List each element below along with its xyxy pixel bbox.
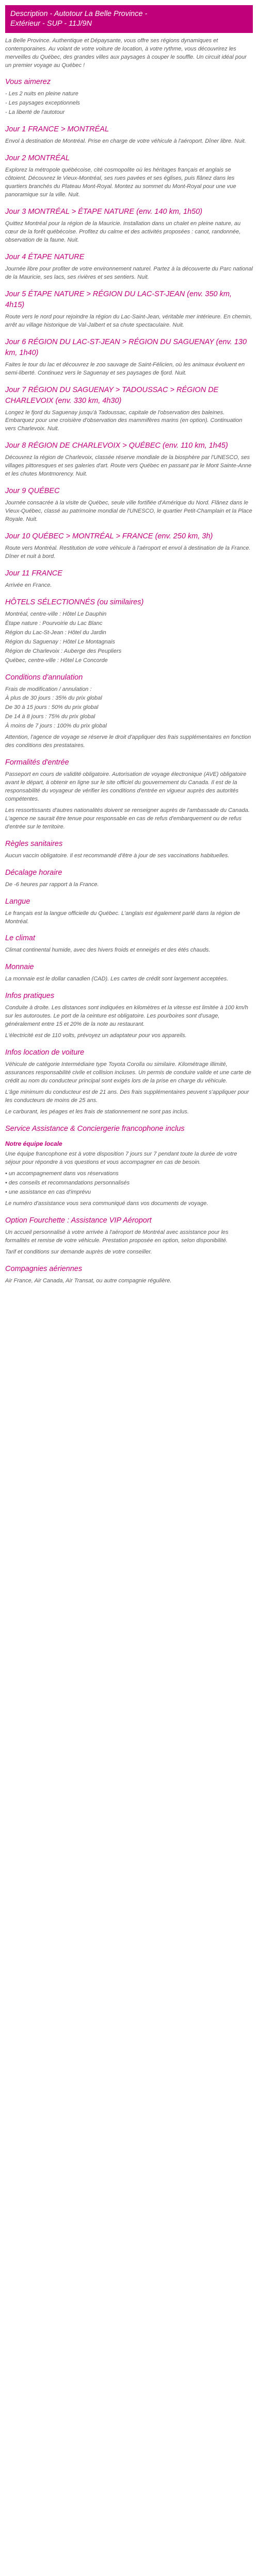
service-item: • un accompagnement dans vos réservations [5, 1171, 119, 1177]
day-title: Jour 8 RÉGION DE CHARLEVOIX > QUÉBEC (env. 110 km, 1h45) [5, 442, 228, 450]
condition-item: À moins de 7 jours : 100% du prix global [5, 723, 107, 730]
hotel-item: Montréal, centre-ville : Hôtel Le Dauphin [5, 611, 107, 617]
list-item: - Les 2 nuits en pleine nature [5, 91, 78, 97]
condition-item: Frais de modification / annulation : [5, 686, 92, 692]
day-title: Jour 11 FRANCE [5, 569, 62, 578]
section-title-currency: Monnaie [5, 963, 34, 972]
day-title: Jour 4 ÉTAPE NATURE [5, 252, 85, 261]
day-text: Envol à destination de Montréal. Prise en charge de votre véhicule à l'aéroport. Dîner libre. Nuit. [5, 138, 246, 145]
intro-text: La Belle Province. Authentique et Dépaysante, vous offre ses régions dynamiques et contemporaines. Au volant de votre voiture de location, à votre rythme, vous découvrirez les merveilles du Québec, des grandes villes aux paysages à couper le souffle. Un circuit idéal pour un premier voyage au Québec ! [5, 37, 247, 69]
car-text-2: L'âge minimum du conducteur est de 21 ans. Des frais supplémentaires peuvent s'appliquer pour les conducteurs de moins de 25 ans. [5, 1089, 249, 1104]
service-item: • des conseils et recommandations personnalisés [5, 1179, 130, 1186]
banner-line-1: Description - Autotour La Belle Province - [10, 10, 148, 18]
condition-item: De 30 à 15 jours : 50% du prix global [5, 704, 99, 711]
condition-item: À plus de 30 jours : 35% du prix global [5, 695, 102, 702]
section-title-airlines: Compagnies aériennes [5, 1264, 83, 1273]
day-title: Jour 10 QUÉBEC > MONTRÉAL > FRANCE (env. 250 km, 3h) [5, 532, 213, 541]
section-title-language: Langue [5, 897, 30, 906]
section-title-vous-aimerez: Vous aimerez [5, 78, 51, 87]
language-text: Le français est la langue officielle du Québec. L'anglais est également parlé dans la région de Montréal. [5, 910, 240, 925]
day-section [5, 385, 253, 434]
vip-text: Un accueil personnalisé à votre arrivée à l'aéroport de Montréal avec assistance pour les formalités et remise de votre véhicule. Prestation proposée en option, selon disponibilité. [5, 1229, 229, 1244]
airlines-text: Air France, Air Canada, Air Transat, ou autre compagnie régulière. [5, 1277, 172, 1284]
car-text-3: Le carburant, les péages et les frais de stationnement ne sont pas inclus. [5, 1108, 189, 1115]
day-text: Route vers Montréal. Restitution de votre véhicule à l'aéroport et envol à destination de la France. Dîner et nuit à bord. [5, 545, 251, 560]
day-section [5, 337, 253, 378]
title-banner [5, 5, 253, 33]
day-text: Explorez la métropole québécoise, cité cosmopolite où les héritages français et anglais se côtoient. Découvrez le Vieux-Montréal, ses rues pavées et ses églises, puis flânez dans les quartiers branchés du Plateau Mont-Royal. Montez au sommet du Mont-Royal pour une vue panoramique sur la ville. Nuit. [5, 167, 236, 198]
section-title-conditions: Conditions d'annulation [5, 673, 83, 682]
list-item: - La liberté de l'autotour [5, 109, 65, 116]
practical-text: Conduite à droite. Les distances sont indiquées en kilomètres et la vitesse est limitée à 100 km/h sur les autoroutes. Le port de la ceinture est obligatoire. Les pourboires sont d'usage, généralement entre 15 et 20% de la note au restaurant. [5, 1005, 248, 1028]
day-text: Journée consacrée à la visite de Québec, seule ville fortifiée d'Amérique du Nord. Flânez dans le Vieux-Québec, classé au patrimoine mondial de l'UNESCO, le quartier Petit-Champlain et la Place Royale. Nuit. [5, 500, 252, 523]
hotel-item: Région de Charlevoix : Auberge des Peupliers [5, 648, 122, 654]
section-title-vip: Option Fourchette : Assistance VIP Aéroport [5, 1216, 152, 1225]
day-text: Découvrez la région de Charlevoix, classée réserve mondiale de la biosphère par l'UNESCO, ses villages pittoresques et ses galeries d'art. Route vers Québec en passant par le Mont Sainte-Anne et les chutes Montmorency. Nuit. [5, 454, 252, 478]
hotel-item: Québec, centre-ville : Hôtel Le Concorde [5, 657, 108, 664]
service-text: Une équipe francophone est à votre disposition 7 jours sur 7 pendant toute la durée de votre séjour pour répondre à vos questions et vous accompagner en cas de besoin. [5, 1151, 237, 1166]
day-section [5, 124, 253, 146]
conditions-note: Attention, l'agence de voyage se réserve le droit d'appliquer des frais supplémentaires en fonction des conditions des prestataires. [5, 734, 251, 749]
day-section [5, 289, 253, 330]
day-text: Longez le fjord du Saguenay jusqu'à Tadoussac, capitale de l'observation des baleines. Embarquez pour une croisière d'observation des mammifères marins (en option). Continuation vers Charlevoix. Nuit. [5, 409, 243, 432]
service-subtitle: Notre équipe locale [5, 1140, 62, 1147]
day-title: Jour 9 QUÉBEC [5, 487, 60, 496]
day-title: Jour 1 FRANCE > MONTRÉAL [5, 125, 109, 134]
section-title-practical: Infos pratiques [5, 992, 55, 1001]
climate-text: Climat continental humide, avec des hivers froids et enneigés et des étés chauds. [5, 947, 211, 954]
day-text: Route vers le nord pour rejoindre la région du Lac-Saint-Jean, véritable mer intérieure. En chemin, arrêt au village historique de Val-Jalbert et sa chute spectaculaire. Nuit. [5, 313, 252, 328]
timezone-text: De -6 heures par rapport à la France. [5, 881, 99, 888]
currency-text: La monnaie est le dollar canadien (CAD). Les cartes de crédit sont largement acceptées. [5, 976, 229, 982]
day-title: Jour 2 MONTRÉAL [5, 154, 70, 163]
section-title-sanitary: Règles sanitaires [5, 839, 63, 848]
service-text-2: Le numéro d'assistance vous sera communiqué dans vos documents de voyage. [5, 1200, 208, 1207]
list-item: - Les paysages exceptionnels [5, 100, 80, 107]
section-title-visa: Formalités d'entrée [5, 758, 69, 767]
day-title: Jour 6 RÉGION DU LAC-ST-JEAN > RÉGION DU SAGUENAY (env. 130 km, 1h40) [5, 337, 247, 357]
condition-item: De 14 à 8 jours : 75% du prix global [5, 714, 95, 720]
day-title: Jour 3 MONTRÉAL > ÉTAPE NATURE (env. 140 km, 1h50) [5, 207, 203, 216]
service-list [5, 1170, 253, 1197]
service-item: • une assistance en cas d'imprévu [5, 1189, 91, 1195]
hotel-item: Région du Lac-St-Jean : Hôtel du Jardin [5, 629, 106, 636]
vip-text-2: Tarif et conditions sur demande auprès de votre conseiller. [5, 1248, 152, 1255]
banner-line-2: Extérieur - SUP - 11J/9N [10, 19, 92, 28]
day-section [5, 252, 253, 282]
section-title-climate: Le climat [5, 934, 36, 943]
section-title-car: Infos location de voiture [5, 1048, 85, 1057]
day-title: Jour 5 ÉTAPE NATURE > RÉGION DU LAC-ST-JEAN (env. 350 km, 4h15) [5, 290, 232, 309]
hotel-item: Région du Saguenay : Hôtel Le Montagnais [5, 638, 115, 645]
conditions-list [5, 686, 253, 731]
car-text: Véhicule de catégorie Intermédiaire type Toyota Corolla ou similaire. Kilométrage illimité, assurances responsabilité civile et collision incluses. Un permis de conduire valide et une carte de crédit au nom du conducteur principal sont exigés lors de la prise en charge du véhicule. [5, 1061, 251, 1084]
day-section [5, 531, 253, 561]
day-section [5, 568, 253, 590]
section-title-hotels: HÔTELS SÉLECTIONNÉS (ou similaires) [5, 598, 144, 606]
day-section [5, 153, 253, 199]
day-text: Arrivée en France. [5, 582, 52, 588]
day-section [5, 207, 253, 245]
day-text: Faites le tour du lac et découvrez le zoo sauvage de Saint-Félicien, où les animaux évoluent en semi-liberté. Continuez vers le Saguenay et ses paysages de fjord. Nuit. [5, 361, 245, 376]
day-text: Quittez Montréal pour la région de la Mauricie. Installation dans un chalet en pleine nature, au cœur de la forêt québécoise. Profitez du calme et des activités proposées : canot, randonnée, observation de la faune. Nuit. [5, 221, 241, 243]
hotel-item: Étape nature : Pourvoirie du Lac Blanc [5, 620, 103, 626]
hotels-list [5, 611, 253, 665]
day-section [5, 440, 253, 479]
day-text: Journée libre pour profiter de votre environnement naturel. Partez à la découverte du Parc national de la Mauricie, ses lacs, ses rivières et ses sentiers. Nuit. [5, 265, 253, 280]
day-section [5, 486, 253, 524]
day-title: Jour 7 RÉGION DU SAGUENAY > TADOUSSAC > RÉGION DE CHARLEVOIX (env. 330 km, 4h30) [5, 385, 219, 405]
vous-aimerez-list [5, 90, 253, 117]
sanitary-text: Aucun vaccin obligatoire. Il est recommandé d'être à jour de ses vaccinations habituelles. [5, 852, 230, 859]
section-title-timezone: Décalage horaire [5, 868, 62, 877]
practical-text-2: L'électricité est de 110 volts, prévoyez un adaptateur pour vos appareils. [5, 1032, 187, 1039]
section-title-service: Service Assistance & Conciergerie francophone inclus [5, 1124, 185, 1133]
visa-text: Passeport en cours de validité obligatoire. Autorisation de voyage électronique (AVE) obligatoire avant le départ, à obtenir en ligne sur le site officiel du gouvernement du Canada. Il est de la responsabilité du voyageur de vérifier les conditions d'entrée en vigueur auprès des autorités compétentes. [5, 771, 247, 802]
visa-text-2: Les ressortissants d'autres nationalités doivent se renseigner auprès de l'ambassade du Canada. L'agence ne saurait être tenue pour responsable en cas de refus d'embarquement ou de refus d'entrée sur le territoire. [5, 807, 250, 830]
